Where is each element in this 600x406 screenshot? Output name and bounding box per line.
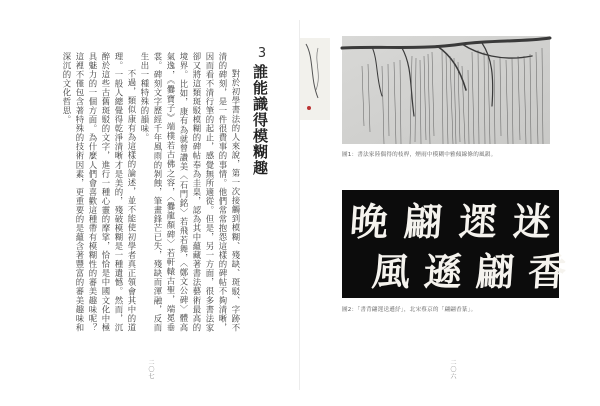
page-number-right: 二〇六 [449, 359, 456, 380]
calligraphy-row [342, 248, 568, 296]
glyph: 迷 [511, 199, 553, 244]
figure2-caption: 圖2：「書背翩遝送遜紓」，北宋蔡京的「翩翩香篆」。 [342, 307, 477, 313]
willow-branches-photo [342, 36, 550, 144]
glyph: 香 [526, 249, 568, 294]
glyph: 遜 [422, 249, 464, 294]
glyph: 翩 [474, 249, 516, 294]
paragraph: 對於初學書法的人來說，第一次接觸到模糊、殘缺、斑駁、字跡不清的碑刻，是一件很費事的事情。他們常常抱怨這樣的碑帖不夠清晰，因而看不清行筆的起止，感覺無所適從。但是，另一方面，很多書法家卻又將這類斑駁模糊的碑帖奉為圭臬，認為其中蘊藏著書法藝術最高的境界。比如，康有為就曾讚美〈石門銘〉若飛若舞，〈鄭文公碑〉體高氣逸，《爨寶子》端樸若古佛之容，〈爨龍顏碑〉若軒轅古聖，端冕垂裳。碑刻文字歷經千年風雨的剝蝕，筆畫鋒芒已失，殘缺而渾融，反而生出一種特殊的韻味。 [140, 52, 241, 332]
calligraphy-rubbing [342, 190, 568, 298]
glyph: 遝 [457, 199, 499, 244]
glyph: 翩 [402, 199, 444, 244]
ink-painting-thumbnail [300, 38, 330, 120]
chapter-title: 誰能識得模糊趣 [251, 64, 269, 176]
page-number-left: 二〇七 [147, 359, 154, 380]
chapter-number: 3 [257, 46, 267, 61]
paragraph: 不過，類似康有為這樣的論述，並不能使初學者真正領會其中的道理。一般人總覺得乾淨清晰才是美的，殘破模糊是一種遺憾。然而，沉醉於這些古舊斑駁的文字，進行一種心靈的摩挲，恰恰是中國文化中極具魅力的一個方面。為什麼人們會喜歡這種帶有模糊性的審美趣味呢？這裡不僅包含著特殊的技術因素，更重要的是蘊含著豐富的審美趣味和深沉的文化哲思。 [62, 52, 137, 332]
body-text [37, 52, 242, 332]
figure1-caption: 圖1：書法家陸偶得的枝桿，煙雨中模糊中雅傾線條的風韻。 [342, 152, 497, 158]
glyph: 風 [370, 249, 412, 294]
calligraphy-row [342, 198, 559, 246]
glyph: 晚 [348, 199, 390, 244]
